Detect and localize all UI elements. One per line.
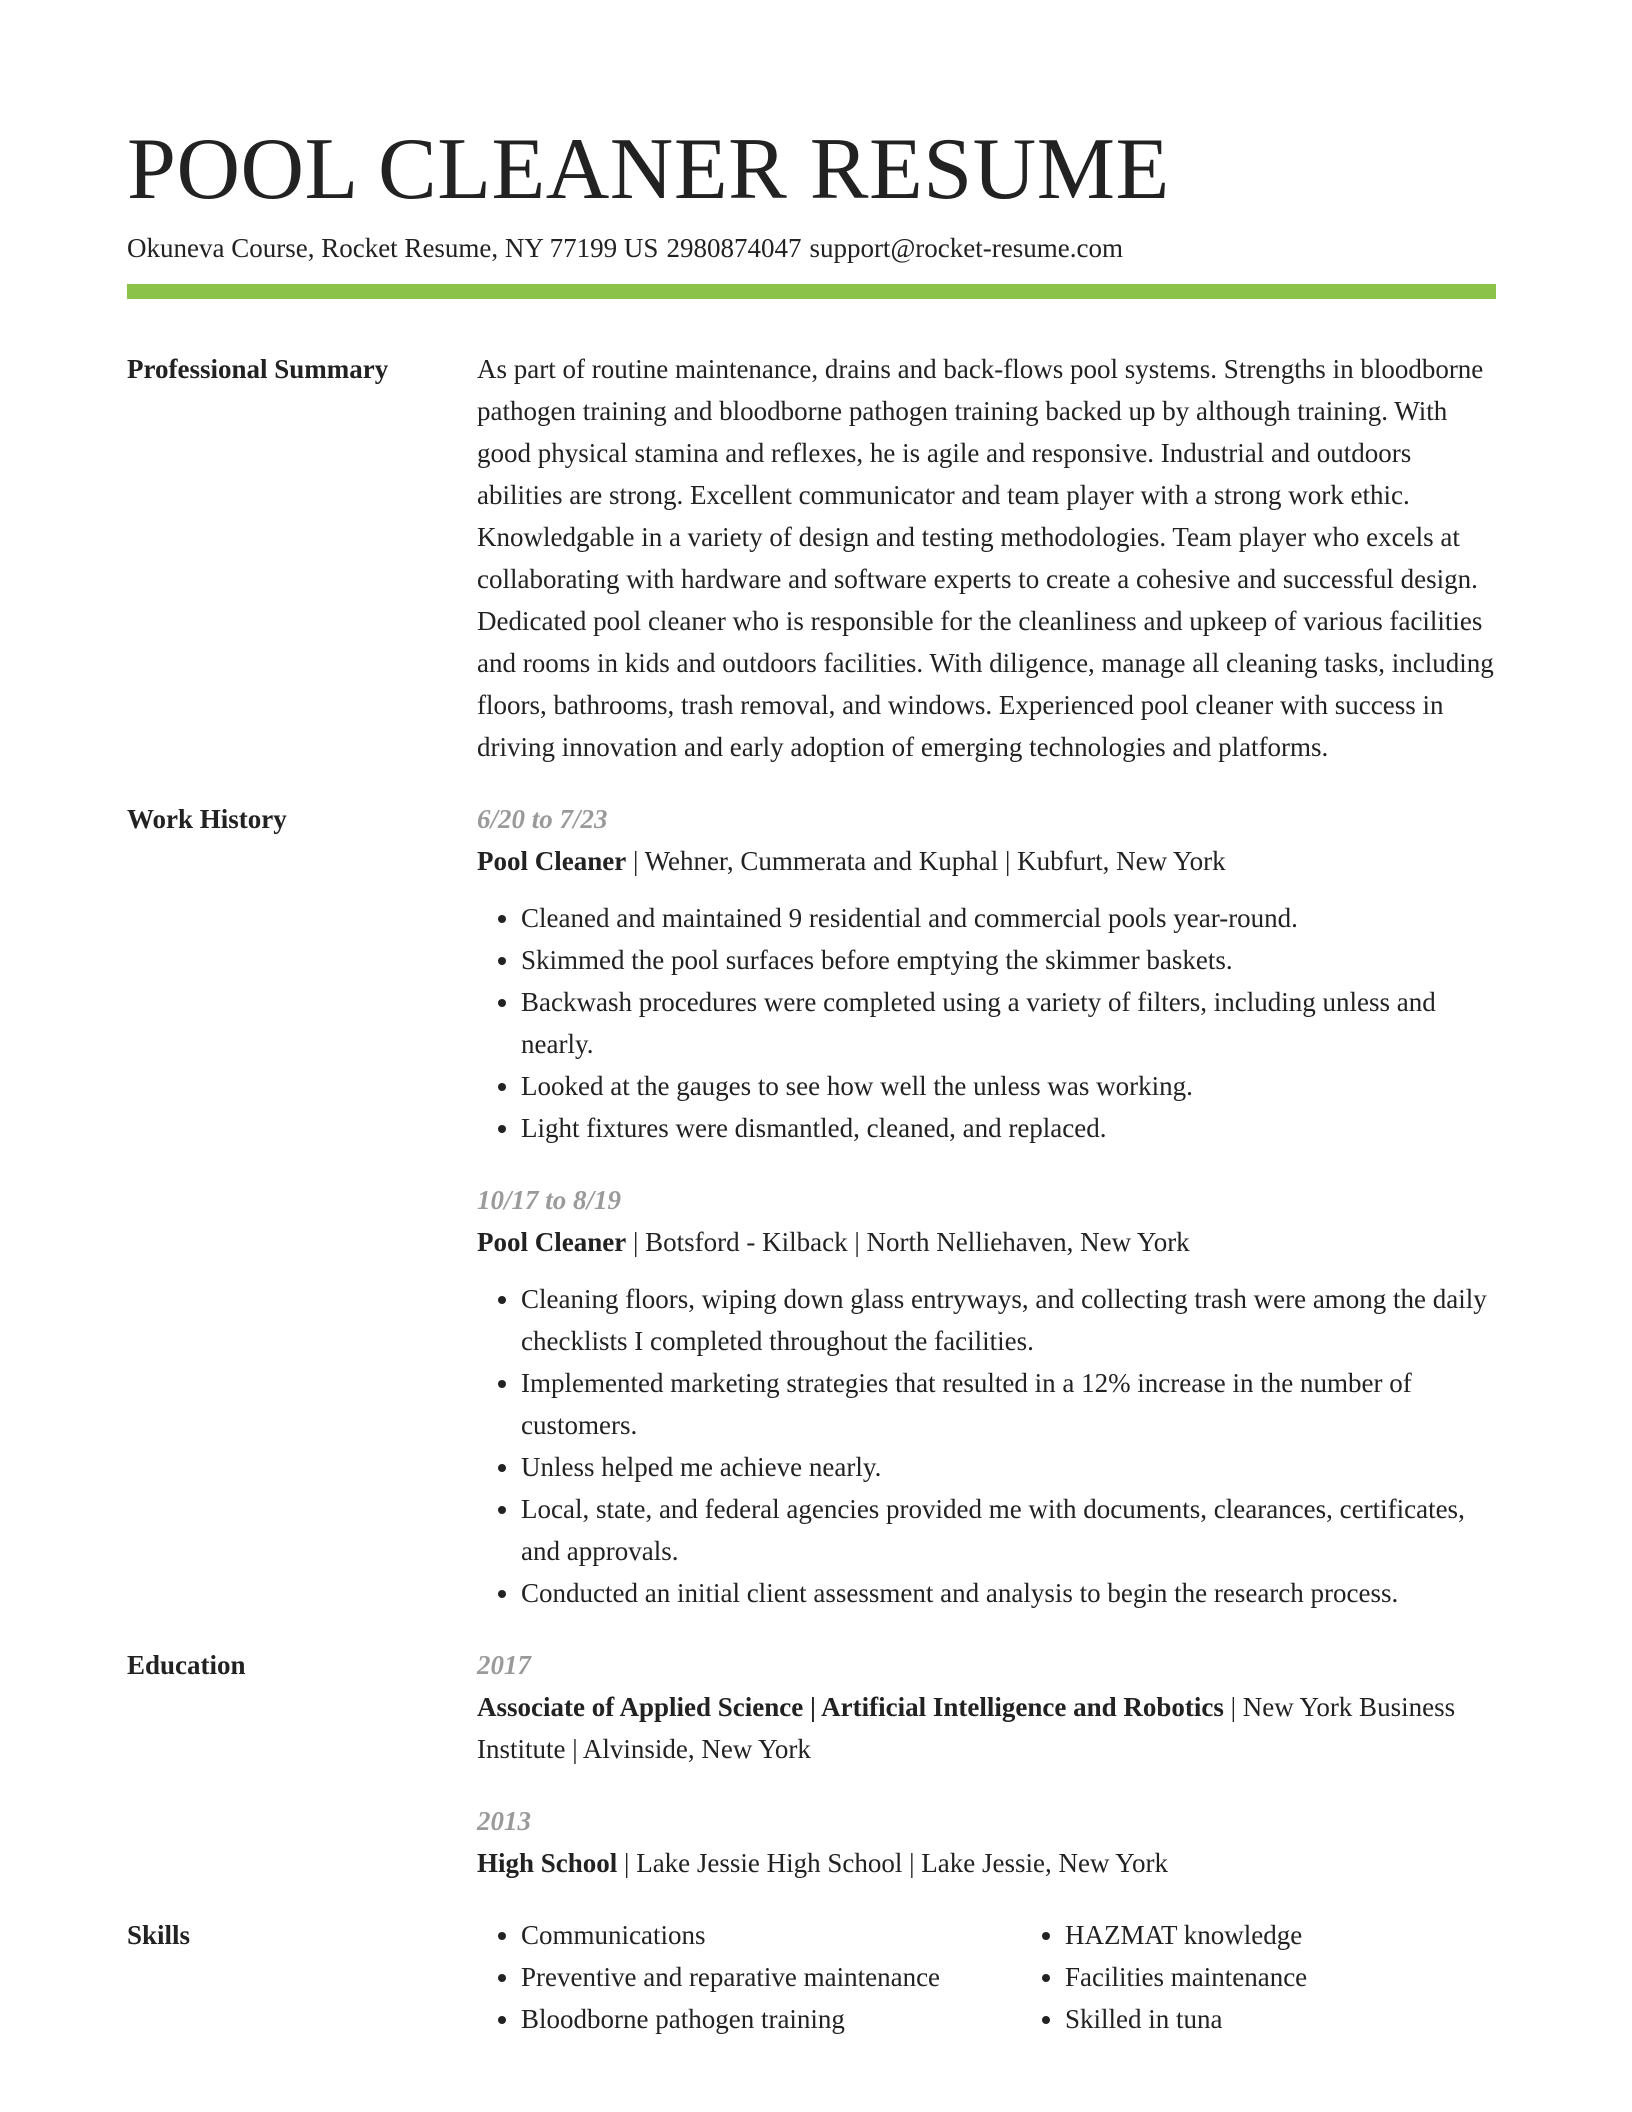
contact-line bbox=[127, 230, 1131, 266]
job-bullet: • Skimmed the pool surfaces before emptying the skimmer baskets. bbox=[521, 939, 1496, 981]
job-bullet: • Local, state, and federal agencies provided me with documents, clearances, certificates, and approvals. bbox=[521, 1488, 1496, 1572]
section-label-summary: Professional Summary bbox=[127, 354, 389, 384]
job-title: Pool Cleaner bbox=[477, 846, 627, 876]
section-education bbox=[127, 1644, 1496, 1884]
skill-item: • Communications bbox=[521, 1914, 1021, 1956]
job-bullets bbox=[477, 897, 1496, 1149]
education-year: 2017 bbox=[477, 1650, 531, 1680]
section-work-history bbox=[127, 798, 1496, 1614]
education-school: | New York Business Institute | Alvinside, New York bbox=[477, 1692, 1456, 1764]
header-divider bbox=[127, 284, 1496, 299]
education-degree: High School bbox=[477, 1848, 618, 1878]
work-body bbox=[477, 798, 1496, 1614]
education-degree: Associate of Applied Science | Artificial Intelligence and Robotics bbox=[477, 1692, 1224, 1722]
skills-list-2 bbox=[1021, 1914, 1307, 2040]
skill-item: • HAZMAT knowledge bbox=[1065, 1914, 1307, 1956]
skills-columns bbox=[477, 1914, 1496, 2040]
job-entry bbox=[477, 1179, 1496, 1614]
job-bullet: • Cleaned and maintained 9 residential and commercial pools year-round. bbox=[521, 897, 1496, 939]
skills-body bbox=[477, 1914, 1496, 2040]
resume-title: POOL CLEANER RESUME bbox=[127, 121, 1170, 218]
job-bullet: • Implemented marketing strategies that resulted in a 12% increase in the number of customers. bbox=[521, 1362, 1496, 1446]
skill-item: • Bloodborne pathogen training bbox=[521, 1998, 1021, 2040]
job-bullet: • Light fixtures were dismantled, cleaned, and replaced. bbox=[521, 1107, 1496, 1149]
job-entry bbox=[477, 798, 1496, 1149]
education-year: 2013 bbox=[477, 1806, 531, 1836]
job-company: | Botsford - Kilback | North Nelliehaven, New York bbox=[626, 1227, 1190, 1257]
job-bullet: • Conducted an initial client assessment and analysis to begin the research process. bbox=[521, 1572, 1496, 1614]
skill-item: • Facilities maintenance bbox=[1065, 1956, 1307, 1998]
education-heading bbox=[477, 1842, 1496, 1884]
section-summary bbox=[127, 348, 1496, 768]
job-bullet: • Unless helped me achieve nearly. bbox=[521, 1446, 1496, 1488]
job-bullet: • Looked at the gauges to see how well the unless was working. bbox=[521, 1065, 1496, 1107]
job-bullets bbox=[477, 1278, 1496, 1614]
summary-text: As part of routine maintenance, drains and back-flows pool systems. Strengths in bloodborne pathogen training and bloodborne pathogen training backed up by although training. With good physical stamina and reflexes, he is agile and responsive. Industrial and outdoors abilities are strong. Excellent communicator and team player with a strong work ethic. Knowledgable in a variety of design and testing methodologies. Team player who excels at collaborating with hardware and software experts to create a cohesive and successful design. Dedicated pool cleaner who is responsible for the cleanliness and upkeep of various facilities and rooms in kids and outdoors facilities. With diligence, manage all cleaning tasks, including floors, bathrooms, trash removal, and windows. Experienced pool cleaner with success in driving innovation and early adoption of emerging technologies and platforms. bbox=[477, 354, 1494, 762]
job-dates: 10/17 to 8/19 bbox=[477, 1185, 622, 1215]
section-label-education: Education bbox=[127, 1650, 246, 1680]
section-label-skills: Skills bbox=[127, 1920, 191, 1950]
education-entry bbox=[477, 1644, 1496, 1770]
section-label-work: Work History bbox=[127, 804, 287, 834]
job-company: | Wehner, Cummerata and Kuphal | Kubfurt, New York bbox=[626, 846, 1226, 876]
skill-item: • Preventive and reparative maintenance bbox=[521, 1956, 1021, 1998]
skill-item: • Skilled in tuna bbox=[1065, 1998, 1307, 2040]
job-heading bbox=[477, 1221, 1496, 1263]
contact-email: support@rocket-resume.com bbox=[809, 233, 1123, 263]
contact-address: Okuneva Course, Rocket Resume, NY 77199 US bbox=[127, 233, 659, 263]
resume-content bbox=[127, 348, 1496, 2040]
job-bullet: • Backwash procedures were completed using a variety of filters, including unless and nearly. bbox=[521, 981, 1496, 1065]
section-skills bbox=[127, 1914, 1496, 2040]
education-heading bbox=[477, 1686, 1496, 1770]
education-school: | Lake Jessie High School | Lake Jessie, New York bbox=[617, 1848, 1169, 1878]
job-bullet: • Cleaning floors, wiping down glass entryways, and collecting trash were among the daily checklists I completed throughout the facilities. bbox=[521, 1278, 1496, 1362]
job-dates: 6/20 to 7/23 bbox=[477, 804, 608, 834]
job-title: Pool Cleaner bbox=[477, 1227, 627, 1257]
education-entry bbox=[477, 1800, 1496, 1884]
skills-list-1 bbox=[477, 1914, 1021, 2040]
contact-phone: 2980874047 bbox=[666, 233, 802, 263]
job-heading bbox=[477, 840, 1496, 882]
summary-body bbox=[477, 348, 1496, 768]
education-body bbox=[477, 1644, 1496, 1884]
